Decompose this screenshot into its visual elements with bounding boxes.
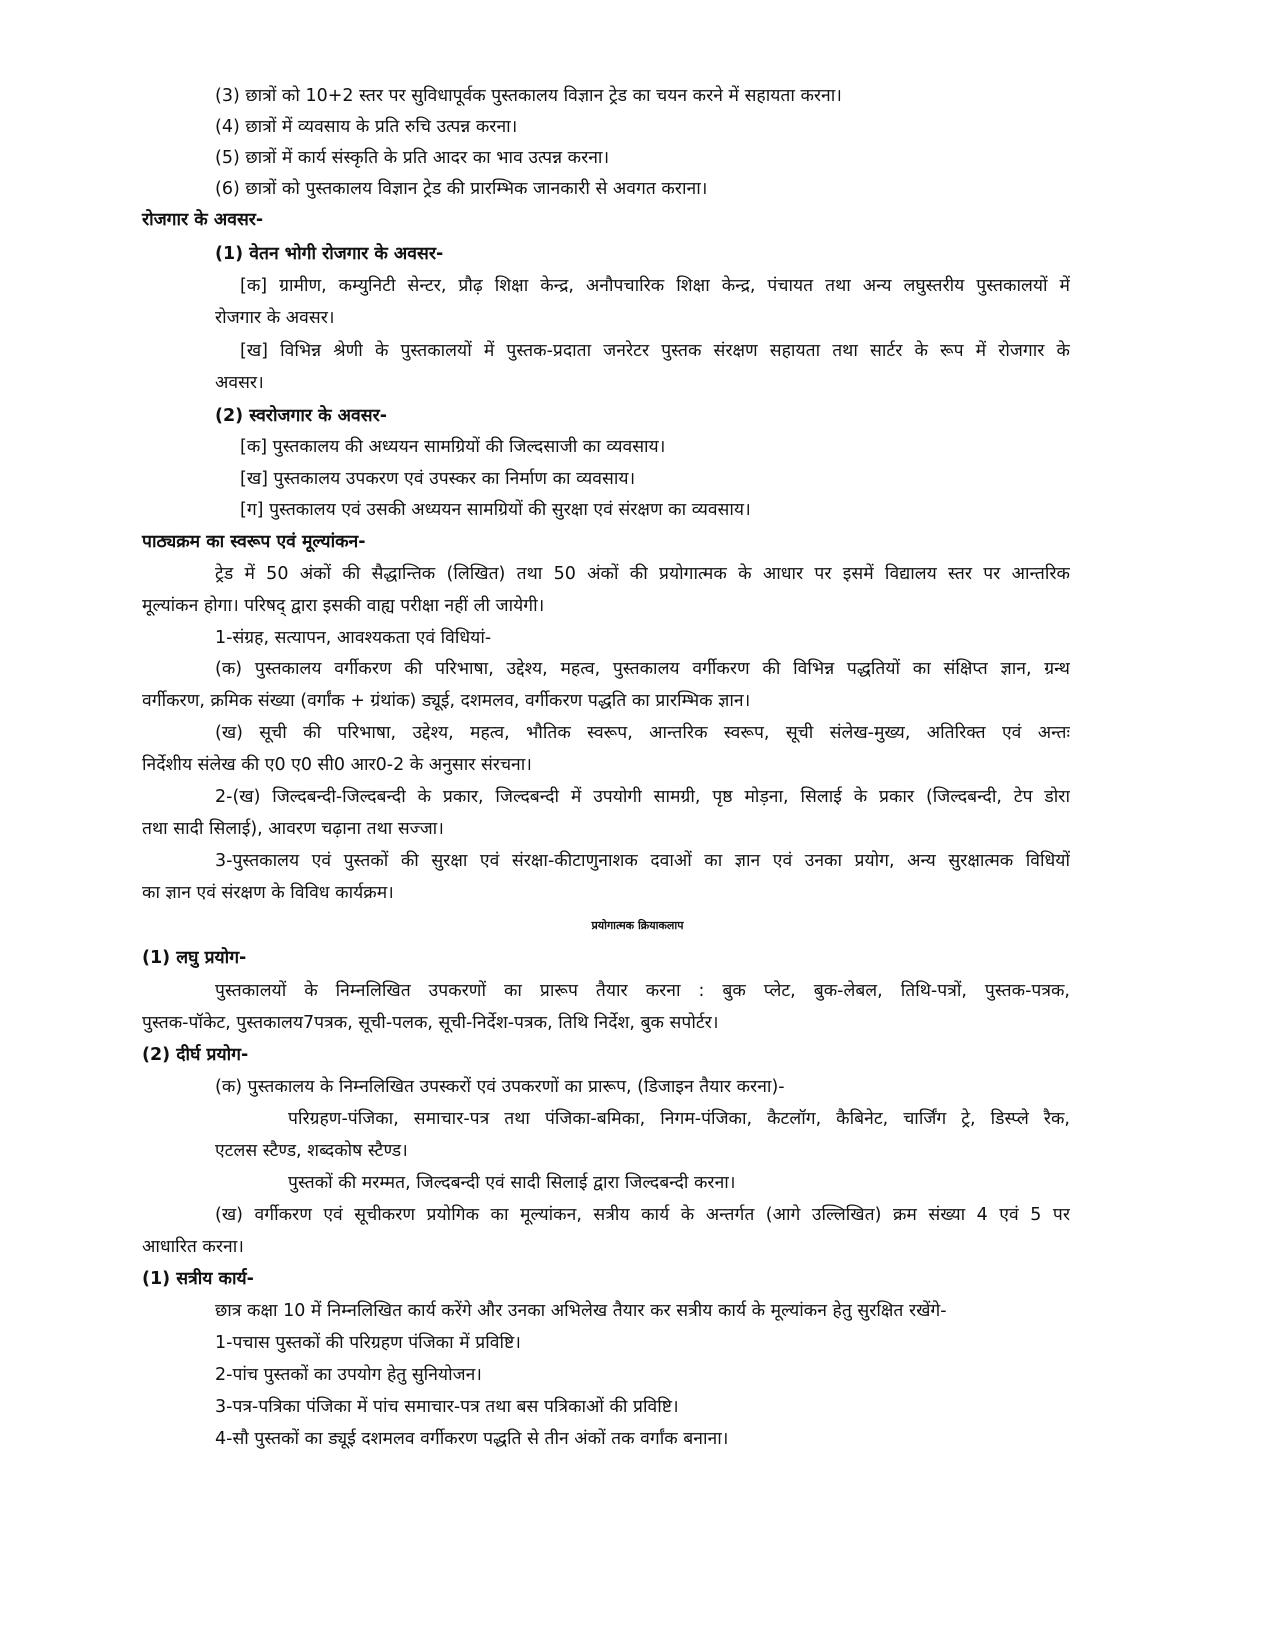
major-practical-a: (क) पुस्तकालय के निम्नलिखित उपस्करों एवं उपकरणों का प्रारूप, (डिजाइन तैयार करना)- [215, 1077, 785, 1097]
salaried-item-b-line2: अवसर। [215, 373, 264, 393]
major-practical-binding: पुस्तकों की मरम्मत, जिल्दबन्दी एवं सादी सिलाई द्वारा जिल्दबन्दी करना। [288, 1173, 736, 1193]
minor-practical-heading: (1) लघु प्रयोग- [142, 948, 247, 968]
unit-1-heading: 1-संग्रह, सत्यापन, आवश्यकता एवं विधियां- [215, 628, 492, 648]
major-practical-list-line1: परिग्रहण-पंजिका, समाचार-पत्र तथा पंजिका-बमिका, निगम-पंजिका, कैटलॉग, कैबिनेट, चार्जिंग ट्रे, डिस्प्ले रैक, [288, 1109, 1070, 1129]
unit-3-line1: 3-पुस्तकालय एवं पुस्तकों की सुरक्षा एवं संरक्षा-कीटाणुनाशक दवाओं का ज्ञान एवं उनका प्रयोग, अन्य सुरक्षात्मक विधियों [215, 851, 1070, 871]
salaried-item-a-line2: रोजगार के अवसर। [215, 308, 335, 328]
self-item-b: [ख] पुस्तकालय उपकरण एवं उपस्कर का निर्माण का व्यवसाय। [240, 469, 636, 489]
unit-1b-line2: निर्देशीय संलेख की ए0 ए0 सी0 आर0-2 के अनुसार संरचना। [142, 755, 532, 775]
unit-1b-line1: (ख) सूची की परिभाषा, उद्देश्य, महत्व, भौतिक स्वरूप, आन्तरिक स्वरूप, सूची संलेख-मुख्य, अतिरिक्त एवं अन्तः [215, 723, 1070, 743]
self-item-c: [ग] पुस्तकालय एवं उसकी अध्ययन सामग्रियों की सुरक्षा एवं संरक्षण का व्यवसाय। [240, 500, 751, 520]
unit-3-line2: का ज्ञान एवं संरक्षण के विविध कार्यक्रम। [142, 883, 394, 903]
employment-heading: रोजगार के अवसर- [142, 210, 264, 230]
sessional-item-3: 3-पत्र-पत्रिका पंजिका में पांच समाचार-पत्र तथा बस पत्रिकाओं की प्रविष्टि। [215, 1397, 679, 1417]
practical-title: प्रयोगात्मक क्रियाकलाप [591, 919, 684, 932]
unit-2-line1: 2-(ख) जिल्दबन्दी-जिल्दबन्दी के प्रकार, जिल्दबन्दी में उपयोगी सामग्री, पृष्ठ मोड़ना, सिलाई के प्रकार (जिल्दबन्दी, टेप डोरा [215, 787, 1070, 807]
objective-5: (5) छात्रों में कार्य संस्कृति के प्रति आदर का भाव उत्पन्न करना। [215, 148, 610, 168]
sessional-intro: छात्र कक्षा 10 में निम्नलिखित कार्य करेंगे और उनका अभिलेख तैयार कर सत्रीय कार्य के मूल्यांकन हेतु सुरक्षित रखेंगे- [215, 1301, 947, 1321]
major-practical-heading: (2) दीर्घ प्रयोग- [142, 1045, 249, 1065]
self-item-a: [क] पुस्तकालय की अध्ययन सामग्रियों की जिल्दसाजी का व्यवसाय। [240, 437, 666, 457]
objective-6: (6) छात्रों को पुस्तकालय विज्ञान ट्रेड की प्रारम्भिक जानकारी से अवगत कराना। [215, 179, 708, 199]
salaried-heading: (1) वेतन भोगी रोजगार के अवसर- [215, 244, 444, 264]
objective-4: (4) छात्रों में व्यवसाय के प्रति रुचि उत्पन्न करना। [215, 117, 518, 137]
sessional-item-2: 2-पांच पुस्तकों का उपयोग हेतु सुनियोजन। [215, 1365, 482, 1385]
major-practical-b-line2: आधारित करना। [142, 1237, 244, 1257]
major-practical-b-line1: (ख) वर्गीकरण एवं सूचीकरण प्रयोगिक का मूल्यांकन, सत्रीय कार्य के अन्तर्गत (आगे उल्लिखित) क्रम संख्या 4 एवं 5 पर [215, 1205, 1070, 1225]
unit-1a-line2: वर्गीकरण, क्रमिक संख्या (वर्गांक + ग्रंथांक) ड्यूई, दशमलव, वर्गीकरण पद्धति का प्रारम्भिक ज्ञान। [142, 691, 751, 711]
sessional-heading: (1) सत्रीय कार्य- [142, 1269, 254, 1289]
syllabus-intro-line2: मूल्यांकन होगा। परिषद् द्वारा इसकी वाह्य परीक्षा नहीं ली जायेगी। [142, 596, 545, 616]
unit-2-line2: तथा सादी सिलाई), आवरण चढ़ाना तथा सज्जा। [142, 819, 444, 839]
salaried-item-b-line1: [ख] विभिन्न श्रेणी के पुस्तकालयों में पुस्तक-प्रदाता जनरेटर पुस्तक संरक्षण सहायता तथा सार्टर के रूप में रोजगार के [240, 341, 1070, 361]
self-employment-heading: (2) स्वरोजगार के अवसर- [215, 406, 387, 426]
sessional-item-4: 4-सौ पुस्तकों का ड्यूई दशमलव वर्गीकरण पद्धति से तीन अंकों तक वर्गांक बनाना। [215, 1429, 729, 1449]
syllabus-heading: पाठ्यक्रम का स्वरूप एवं मूल्यांकन- [142, 532, 366, 552]
sessional-item-1: 1-पचास पुस्तकों की परिग्रहण पंजिका में प्रविष्टि। [215, 1333, 521, 1353]
major-practical-list-line2: एटलस स्टैण्ड, शब्दकोष स्टैण्ड। [215, 1141, 408, 1161]
unit-1a-line1: (क) पुस्तकालय वर्गीकरण की परिभाषा, उद्देश्य, महत्व, पुस्तकालय वर्गीकरण की विभिन्न पद्धतियों का संक्षिप्त ज्ञान, ग्रन्थ [215, 659, 1070, 679]
objective-3: (3) छात्रों को 10+2 स्तर पर सुविधापूर्वक पुस्तकालय विज्ञान ट्रेड का चयन करने में सहायता करना। [215, 86, 842, 106]
minor-practical-line1: पुस्तकालयों के निम्नलिखित उपकरणों का प्रारूप तैयार करना : बुक प्लेट, बुक-लेबल, तिथि-पत्रों, पुस्तक-पत्रक, [215, 981, 1070, 1001]
salaried-item-a-line1: [क] ग्रामीण, कम्युनिटी सेन्टर, प्रौढ़ शिक्षा केन्द्र, अनौपचारिक शिक्षा केन्द्र, पंचायत तथा अन्य लघुस्तरीय पुस्तकालयों में [240, 276, 1070, 296]
syllabus-intro-line1: ट्रेड में 50 अंकों की सैद्धान्तिक (लिखित) तथा 50 अंकों की प्रयोगात्मक के आधार पर इसमें विद्यालय स्तर पर आन्तरिक [215, 564, 1070, 584]
minor-practical-line2: पुस्तक-पॉकेट, पुस्तकालय7पत्रक, सूची-पलक, सूची-निर्देश-पत्रक, तिथि निर्देश, बुक सपोर्टर। [142, 1013, 719, 1033]
